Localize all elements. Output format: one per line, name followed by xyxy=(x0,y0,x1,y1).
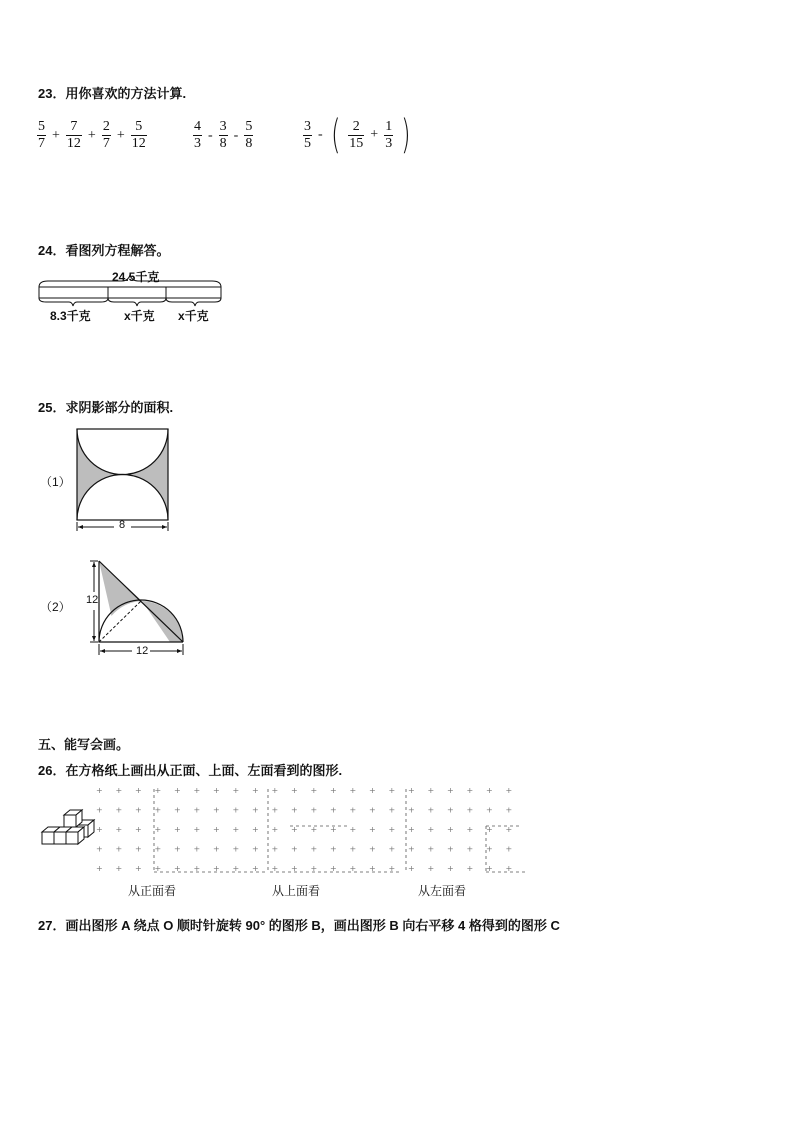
grid-dot: + xyxy=(388,864,396,873)
grid-dot: + xyxy=(466,825,474,834)
grid-dot: + xyxy=(408,844,415,854)
grid-dot: + xyxy=(232,805,240,815)
grid-dot: + xyxy=(213,844,220,854)
fraction: $\frac{7}{12}$ xyxy=(66,119,81,151)
grid-dot: + xyxy=(252,825,259,834)
section-5-title: 五、能写会画。 xyxy=(38,737,130,752)
grid-dot: + xyxy=(408,864,415,873)
grid-dot: + xyxy=(427,786,435,795)
fraction: $\frac{3}{5}$ xyxy=(304,118,311,151)
grid-dot: + xyxy=(408,825,415,834)
grid-dot: + xyxy=(310,844,318,854)
grid-dot: + xyxy=(96,844,103,854)
grid-dot: + xyxy=(213,825,220,834)
fraction: $\frac{1}{3}$ xyxy=(385,118,393,151)
square-side-dimension: 8 xyxy=(119,519,126,531)
fraction: $\frac{5}{8}$ xyxy=(245,119,253,151)
grid-dot: + xyxy=(369,786,376,795)
expression-1: $\frac{5}{7}$ + $\frac{7}{12}$ + $\frac{2}{7}$ + $\frac{5}{12}$ xyxy=(38,119,146,151)
grid-dot: + xyxy=(232,844,240,854)
grid-dot: + xyxy=(174,805,181,815)
expression-2: $\frac{4}{3}$ - $\frac{3}{8}$ - $\frac{5}{8}$ xyxy=(194,119,253,151)
left-paren: ( xyxy=(330,112,341,158)
grid-dot: + xyxy=(349,786,357,795)
question-25-title: 25．求阴影部分的面积. xyxy=(38,400,174,415)
grid-dot: + xyxy=(427,844,435,854)
shaded-triangle-semicircle-figure xyxy=(82,558,186,658)
grid-dot: + xyxy=(271,864,279,873)
grid-dot: + xyxy=(388,786,396,795)
grid-dot: + xyxy=(486,864,493,873)
segment-3-label: x千克 xyxy=(178,309,209,323)
grid-dot: + xyxy=(505,844,513,854)
front-view-label: 从正面看 xyxy=(128,884,177,898)
grid-dot: + xyxy=(408,786,415,795)
grid-dot: + xyxy=(193,844,201,854)
question-24-title: 24．看图列方程解答。 xyxy=(38,243,170,258)
grid-dot: + xyxy=(193,786,201,795)
cube-stack-figure xyxy=(40,813,96,849)
grid-dot: + xyxy=(115,864,123,873)
grid-dot: + xyxy=(330,844,337,854)
fraction: $\frac{3}{8}$ xyxy=(219,119,227,151)
grid-dot: + xyxy=(447,805,454,815)
expression-3: $\frac{3}{5}$ - ( $\frac{2}{15}$ + $\frac{1}{3}$ ) xyxy=(304,112,411,158)
grid-dot: + xyxy=(96,805,103,815)
fraction: $\frac{5}{7}$ xyxy=(38,119,45,151)
grid-dot: + xyxy=(291,805,298,815)
fraction: $\frac{5}{12}$ xyxy=(131,119,146,151)
grid-dot: + xyxy=(232,825,240,834)
grid-dot: + xyxy=(349,844,357,854)
grid-dot: + xyxy=(310,786,318,795)
top-view-label: 从上面看 xyxy=(272,884,321,898)
grid-dot: + xyxy=(310,825,318,834)
grid-dot: + xyxy=(213,805,220,815)
grid-dot: + xyxy=(369,864,376,873)
weight-line-segment-diagram xyxy=(36,280,228,310)
grid-dot: + xyxy=(505,805,513,815)
grid-dot: + xyxy=(135,825,142,834)
grid-dot: + xyxy=(427,805,435,815)
grid-dot: + xyxy=(96,786,103,795)
grid-dot: + xyxy=(505,825,513,834)
grid-dot: + xyxy=(466,864,474,873)
grid-dot: + xyxy=(115,844,123,854)
grid-dot: + xyxy=(447,786,454,795)
grid-dot: + xyxy=(174,786,181,795)
grid-dot: + xyxy=(174,825,181,834)
fraction: $\frac{4}{3}$ xyxy=(194,119,201,151)
grid-dot: + xyxy=(330,805,337,815)
grid-dot: + xyxy=(154,864,162,873)
grid-dot: + xyxy=(252,844,259,854)
grid-dot: + xyxy=(135,786,142,795)
grid-dot: + xyxy=(486,786,493,795)
grid-dot: + xyxy=(96,864,103,873)
grid-dot: + xyxy=(486,805,493,815)
dot-grid-paper xyxy=(92,786,528,876)
grid-dot: + xyxy=(486,844,493,854)
question-27-title: 27．画出图形 A 绕点 O 顺时针旋转 90° 的图形 B，画出图形 B 向右平移 4 格得到的图形 C xyxy=(38,918,560,933)
grid-dot: + xyxy=(193,805,201,815)
grid-dot: + xyxy=(193,864,201,873)
grid-dot: + xyxy=(447,825,454,834)
grid-dot: + xyxy=(154,805,162,815)
grid-dot: + xyxy=(486,825,493,834)
grid-dot: + xyxy=(369,825,376,834)
grid-dot: + xyxy=(252,864,259,873)
grid-dot: + xyxy=(388,825,396,834)
grid-dot: + xyxy=(96,825,103,834)
question-26-title: 26．在方格纸上画出从正面、上面、左面看到的图形. xyxy=(38,763,343,778)
grid-dot: + xyxy=(408,805,415,815)
grid-dot: + xyxy=(466,786,474,795)
grid-dot: + xyxy=(271,786,279,795)
grid-dot: + xyxy=(369,805,376,815)
grid-dot: + xyxy=(271,825,279,834)
grid-dot: + xyxy=(388,844,396,854)
grid-dot: + xyxy=(349,864,357,873)
grid-dot: + xyxy=(505,786,513,795)
grid-dot: + xyxy=(271,844,279,854)
grid-dot: + xyxy=(115,805,123,815)
triangle-base-dimension: 12 xyxy=(136,645,149,657)
grid-dot: + xyxy=(154,786,162,795)
grid-dot: + xyxy=(193,825,201,834)
grid-dot: + xyxy=(115,786,123,795)
triangle-height-dimension: 12 xyxy=(86,594,99,606)
grid-dot: + xyxy=(505,864,513,873)
right-paren: ) xyxy=(401,112,411,158)
grid-dot: + xyxy=(154,825,162,834)
fraction: $\frac{2}{7}$ xyxy=(102,119,110,151)
grid-dot: + xyxy=(135,844,142,854)
grid-dot: + xyxy=(252,805,259,815)
grid-dot: + xyxy=(466,805,474,815)
grid-dot: + xyxy=(135,864,142,873)
grid-dot: + xyxy=(271,805,279,815)
grid-dot: + xyxy=(232,864,240,873)
total-weight-label: 24.5千克 xyxy=(112,270,160,284)
fraction: $\frac{2}{15}$ xyxy=(349,118,364,151)
segment-2-label: x千克 xyxy=(124,309,155,323)
grid-dot: + xyxy=(213,786,220,795)
grid-dot: + xyxy=(349,805,357,815)
left-view-label: 从左面看 xyxy=(418,884,467,898)
grid-dot: + xyxy=(427,825,435,834)
grid-dot: + xyxy=(447,844,454,854)
grid-dot: + xyxy=(154,844,162,854)
grid-dot: + xyxy=(388,805,396,815)
part-1-label: （1） xyxy=(40,475,71,489)
grid-dot: + xyxy=(174,844,181,854)
grid-dot: + xyxy=(349,825,357,834)
question-23-title: 23．用你喜欢的方法计算. xyxy=(38,86,187,101)
grid-dot: + xyxy=(369,844,376,854)
grid-dot: + xyxy=(213,864,220,873)
grid-dot: + xyxy=(252,786,259,795)
grid-dot: + xyxy=(466,844,474,854)
grid-dot: + xyxy=(330,825,337,834)
part-2-label: （2） xyxy=(40,600,71,614)
grid-dot: + xyxy=(310,864,318,873)
grid-dot: + xyxy=(135,805,142,815)
grid-dot: + xyxy=(115,825,123,834)
grid-dot: + xyxy=(291,786,298,795)
grid-dot: + xyxy=(330,864,337,873)
grid-dot: + xyxy=(310,805,318,815)
grid-dot: + xyxy=(291,864,298,873)
segment-1-label: 8.3千克 xyxy=(50,309,91,323)
grid-dot: + xyxy=(427,864,435,873)
grid-dot: + xyxy=(330,786,337,795)
grid-dot: + xyxy=(232,786,240,795)
grid-dot: + xyxy=(291,844,298,854)
grid-dot: + xyxy=(174,864,181,873)
grid-dot: + xyxy=(291,825,298,834)
grid-dot: + xyxy=(447,864,454,873)
